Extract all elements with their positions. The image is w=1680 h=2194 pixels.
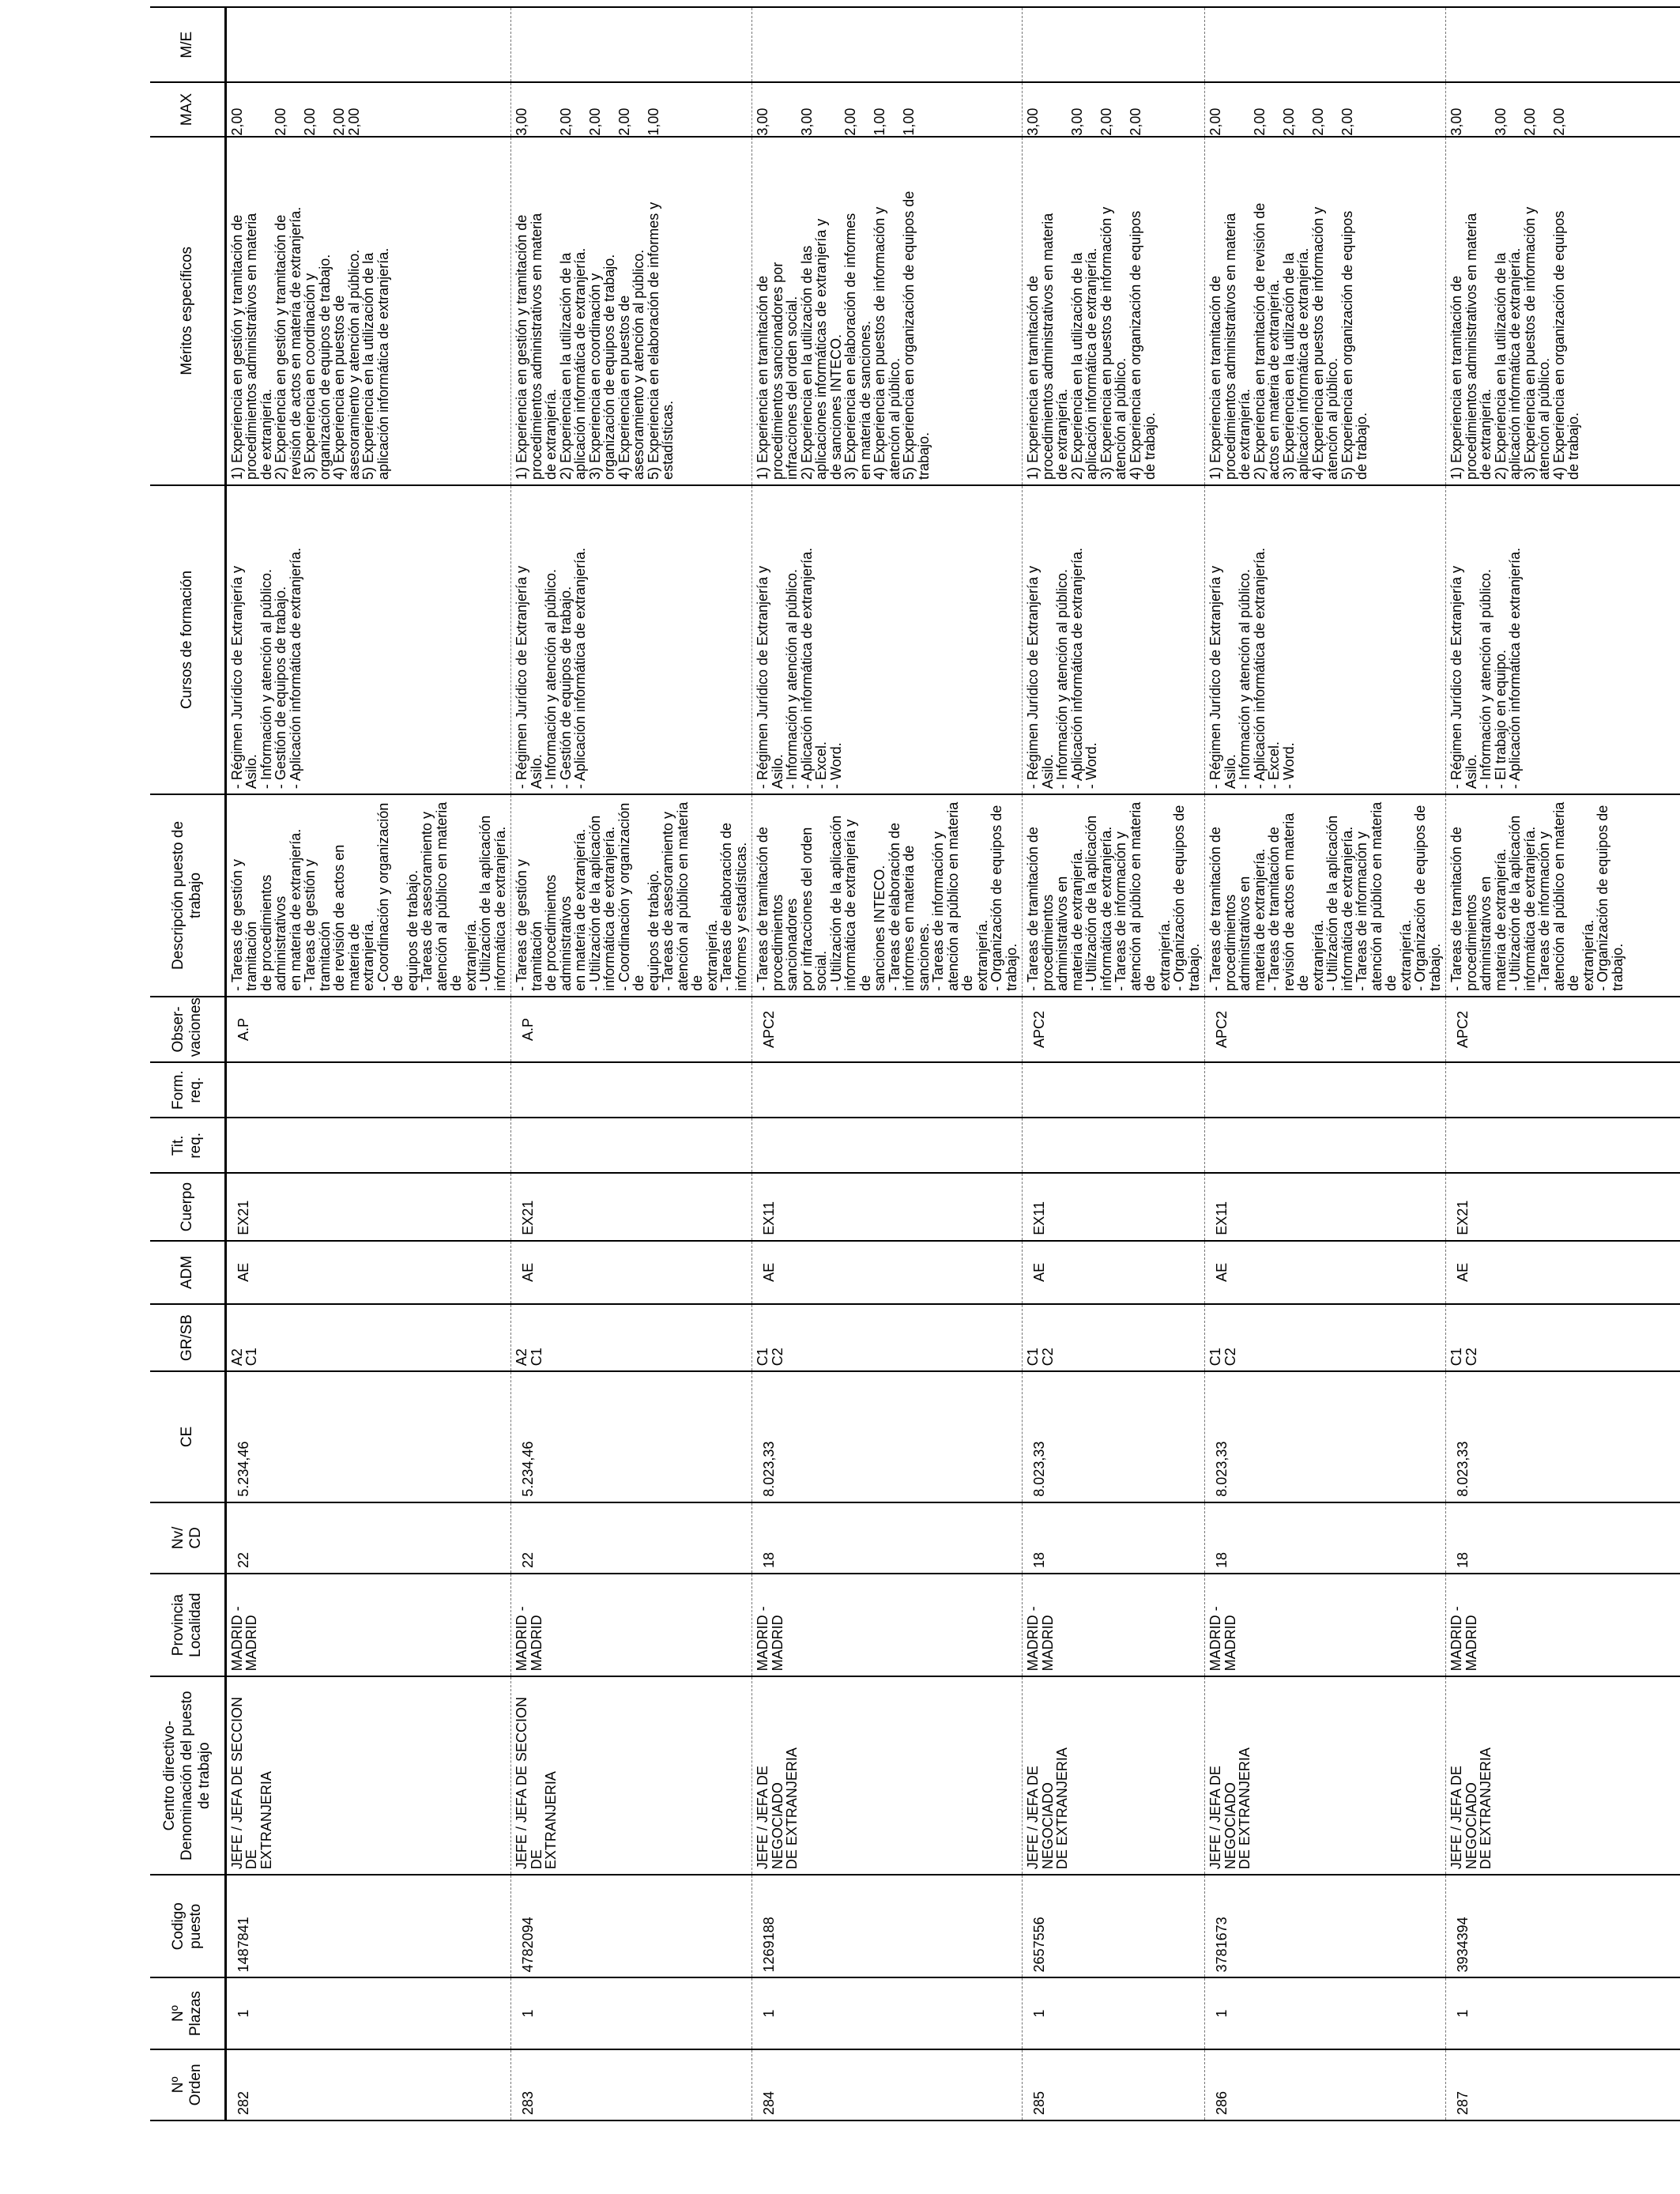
cell-ce: 8.023,33 [1205,1371,1446,1502]
cell-adm: AE [1023,1241,1205,1304]
cell-form [1205,1062,1446,1118]
cell-descripcion: - Tareas de gestión y tramitación de procedimientos administrativos en materia de extranjería. - Utilización de la aplicación informática de extranjería. - Coordinación y organización de equipos de trabajo. - Tareas de asesoramiento y atención al público en materia de extranjería. - Tareas de elaboración de informes y estadísticas. [511,794,752,997]
cell-obs: A.P [511,997,752,1062]
cell-max: 2,00 2,00 2,00 2,00 2,00 [1205,82,1446,136]
table-row [225,7,511,2120]
cell-max: 2,00 2,00 2,00 2,00 2,00 [225,82,511,136]
header-nivel: Nv/ CD [150,1502,225,1574]
cell-orden: 284 [752,2049,1023,2120]
table-row [1205,7,1446,2120]
cell-provincia: MADRID - MADRID [1023,1574,1205,1676]
cell-provincia: MADRID - MADRID [752,1574,1023,1676]
cell-descripcion: - Tareas de tramitación de procedimientos administrativos en materia de extranjería. - Tareas de tramitación de revisión de actos en materia de extranjería. - Utilización de la aplicación informática de extranjería. - Tareas de información y atención al público en materia de extranjería. - Organización de equipos de trabajo. [1205,794,1446,997]
cell-centro: JEFE / JEFA DE NEGOCIADO DE EXTRANJERIA [752,1676,1023,1875]
cell-grsb: C1 C2 [1446,1304,1680,1371]
cell-codigo: 1269188 [752,1875,1023,1977]
cell-codigo: 1487841 [225,1875,511,1977]
cell-tit [1023,1118,1205,1173]
cell-max: 3,00 3,00 2,00 1,00 1,00 [752,82,1023,136]
cell-centro: JEFE / JEFA DE NEGOCIADO DE EXTRANJERIA [1205,1676,1446,1875]
cell-meritos: 1) Experiencia en tramitación de procedimientos administrativos en materia de extranjería. 2) Experiencia en la utilización de la aplicación informática de extranjería. 3) Experiencia en puestos de información y atención al público. 4) Experiencia en organización de equipos de trabajo. [1446,137,1680,485]
cell-cuerpo: EX11 [1023,1173,1205,1240]
cell-cuerpo: EX21 [511,1173,752,1240]
cell-centro: JEFE / JEFA DE NEGOCIADO DE EXTRANJERIA [1023,1676,1205,1875]
cell-meritos: 1) Experiencia en gestión y tramitación de procedimientos administrativos en materia de extranjería. 2) Experiencia en gestión y tramitación de revisión de actos en materia de extranjería. 3) Experiencia en coordinación y organización de equipos de trabajo. 4) Experiencia en puestos de asesoramiento y atención al público. 5) Experiencia en la utilización de la aplicación informática de extranjería. [225,137,511,485]
cell-ce: 8.023,33 [752,1371,1023,1502]
table-row [752,7,1023,2120]
cell-meritos: 1) Experiencia en tramitación de procedimientos administrativos en materia de extranjería. 2) Experiencia en la utilización de la aplicación informática de extranjería. 3) Experiencia en puestos de información y atención al público. 4) Experiencia en organización de equipos de trabajo. [1023,137,1205,485]
cell-form [752,1062,1023,1118]
cell-plazas: 1 [511,1977,752,2049]
cell-nivel: 18 [1023,1502,1205,1574]
header-cursos: Cursos de formación [150,485,225,794]
cell-adm: AE [1205,1241,1446,1304]
cell-cursos: - Régimen Jurídico de Extranjería y Asilo. - Información y atención al público. - Gestión de equipos de trabajo. - Aplicación informática de extranjería. [511,485,752,794]
header-max: MAX [150,82,225,136]
cell-form [1446,1062,1680,1118]
table-row [1446,7,1680,2120]
cell-descripcion: - Tareas de gestión y tramitación de procedimientos administrativos en materia de extranjería. - Tareas de gestión y tramitación de revisión de actos en materia de extranjería. - Coordinación y organización de equipos de trabajo. - Tareas de asesoramiento y atención al público en materia de extranjería. - Utilización de la aplicación informática de extranjería. [225,794,511,997]
cell-centro: JEFE / JEFA DE SECCION DE EXTRANJERIA [225,1676,511,1875]
cell-plazas: 1 [752,1977,1023,2049]
cell-centro: JEFE / JEFA DE SECCION DE EXTRANJERIA [511,1676,752,1875]
cell-nivel: 18 [752,1502,1023,1574]
cell-orden: 285 [1023,2049,1205,2120]
cell-obs: A.P [225,997,511,1062]
cell-ce: 8.023,33 [1446,1371,1680,1502]
cell-meritos: 1) Experiencia en tramitación de procedimientos sancionadores por infracciones del orden social. 2) Experiencia en la utilización de las aplicaciones informáticas de extranjería y de sanciones INTECO. 3) Experiencia en elaboración de informes en materia de sanciones. 4) Experiencia en puestos de información y atención al público. 5) Experiencia en organización de equipos de trabajo. [752,137,1023,485]
cell-form [1023,1062,1205,1118]
header-centro: Centro directivo- Denominación del puesto de trabajo [150,1676,225,1875]
cell-form [511,1062,752,1118]
header-grsb: GR/SB [150,1304,225,1371]
cell-me [225,7,511,82]
cell-provincia: MADRID - MADRID [1205,1574,1446,1676]
cell-codigo: 4782094 [511,1875,752,1977]
header-cuerpo: Cuerpo [150,1173,225,1240]
cell-adm: AE [225,1241,511,1304]
cell-adm: AE [752,1241,1023,1304]
cell-form [225,1062,511,1118]
cell-max: 3,00 3,00 2,00 2,00 [1023,82,1205,136]
cell-obs: APC2 [1023,997,1205,1062]
cell-tit [1205,1118,1446,1173]
cell-orden: 282 [225,2049,511,2120]
cell-obs: APC2 [1205,997,1446,1062]
table-row [1023,7,1205,2120]
header-codigo: Codigo puesto [150,1875,225,1977]
cell-cursos: - Régimen Jurídico de Extranjería y Asilo. - Información y atención al público. - Aplicación informática de extranjería. - Word. [1023,485,1205,794]
rotated-table-container [150,6,1680,2121]
cell-me [1446,7,1680,82]
cell-max: 3,00 3,00 2,00 2,00 [1446,82,1680,136]
table-row [511,7,752,2120]
cell-descripcion: - Tareas de tramitación de procedimientos administrativos en materia de extranjería. - Utilización de la aplicación informática de extranjería. - Tareas de información y atención al público en materia de extranjería. - Organización de equipos de trabajo. [1446,794,1680,997]
cell-cuerpo: EX11 [1205,1173,1446,1240]
cell-nivel: 22 [225,1502,511,1574]
cell-me [1023,7,1205,82]
header-me: M/E [150,7,225,82]
header-meritos: Méritos específicos [150,137,225,485]
cell-orden: 287 [1446,2049,1680,2120]
cell-meritos: 1) Experiencia en gestión y tramitación de procedimientos administrativos en materia de extranjería. 2) Experiencia en la utilización de la aplicación informática de extranjería. 3) Experiencia en coordinación y organización de equipos de trabajo. 4) Experiencia en puestos de asesoramiento y atención al público. 5) Experiencia en elaboración de informes y estadísticas. [511,137,752,485]
cell-plazas: 1 [1446,1977,1680,2049]
cell-codigo: 2657556 [1023,1875,1205,1977]
cell-grsb: A2 C1 [511,1304,752,1371]
cell-orden: 283 [511,2049,752,2120]
header-adm: ADM [150,1241,225,1304]
cell-plazas: 1 [1205,1977,1446,2049]
cell-ce: 8.023,33 [1023,1371,1205,1502]
cell-centro: JEFE / JEFA DE NEGOCIADO DE EXTRANJERIA [1446,1676,1680,1875]
cell-cuerpo: EX11 [752,1173,1023,1240]
cell-tit [225,1118,511,1173]
cell-obs: APC2 [1446,997,1680,1062]
header-descripcion: Descripción puesto de trabajo [150,794,225,997]
cell-nivel: 18 [1446,1502,1680,1574]
cell-grsb: C1 C2 [752,1304,1023,1371]
cell-cursos: - Régimen Jurídico de Extranjería y Asilo. - Información y atención al público. - Aplicación informática de extranjería. - Excel. - Word. [1205,485,1446,794]
cell-orden: 286 [1205,2049,1446,2120]
cell-nivel: 18 [1205,1502,1446,1574]
header-obs: Obser- vaciones [150,997,225,1062]
cell-plazas: 1 [1023,1977,1205,2049]
cell-grsb: C1 C2 [1205,1304,1446,1371]
cell-provincia: MADRID - MADRID [511,1574,752,1676]
header-ce: CE [150,1371,225,1502]
cell-adm: AE [511,1241,752,1304]
cell-grsb: A2 C1 [225,1304,511,1371]
cell-nivel: 22 [511,1502,752,1574]
cell-grsb: C1 C2 [1023,1304,1205,1371]
cell-max: 3,00 2,00 2,00 2,00 1,00 [511,82,752,136]
cell-cursos: - Régimen Jurídico de Extranjería y Asilo. - Información y atención al público. - Gestión de equipos de trabajo. - Aplicación informática de extranjería. [225,485,511,794]
cell-codigo: 3781673 [1205,1875,1446,1977]
cell-cuerpo: EX21 [1446,1173,1680,1240]
header-row [150,7,225,2120]
cell-cursos: - Régimen Jurídico de Extranjería y Asilo. - Información y atención al público. - El trabajo en equipo. - Aplicación informática de extranjería. [1446,485,1680,794]
cell-me [511,7,752,82]
cell-descripcion: - Tareas de tramitación de procedimientos sancionadores por infracciones del orden social. - Utilización de la aplicación informática de extranjería y de sanciones INTECO. - Tareas de elaboración de informes en materia de sanciones. - Tareas de información y atención al público en materia de extranjería. - Organización de equipos de trabajo. [752,794,1023,997]
header-plazas: Nº Plazas [150,1977,225,2049]
header-orden: Nº Orden [150,2049,225,2120]
cell-cursos: - Régimen Jurídico de Extranjería y Asilo. - Información y atención al público. - Aplicación informática de extranjería. - Excel. - Word. [752,485,1023,794]
cell-ce: 5.234,46 [511,1371,752,1502]
cell-provincia: MADRID - MADRID [225,1574,511,1676]
header-provincia: Provincia Localidad [150,1574,225,1676]
cell-tit [1446,1118,1680,1173]
header-form: Form. req. [150,1062,225,1118]
header-tit: Tit. req. [150,1118,225,1173]
cell-tit [752,1118,1023,1173]
cell-ce: 5.234,46 [225,1371,511,1502]
cell-tit [511,1118,752,1173]
cell-provincia: MADRID - MADRID [1446,1574,1680,1676]
job-positions-table [150,6,1680,2121]
cell-obs: APC2 [752,997,1023,1062]
cell-codigo: 3934394 [1446,1875,1680,1977]
cell-me [752,7,1023,82]
cell-descripcion: - Tareas de tramitación de procedimientos administrativos en materia de extranjería. - Utilización de la aplicación informática de extranjería. - Tareas de información y atención al público en materia de extranjería. - Organización de equipos de trabajo. [1023,794,1205,997]
cell-meritos: 1) Experiencia en tramitación de procedimientos administrativos en materia de extranjería. 2) Experiencia en tramitación de revisión de actos en materia de extranjería. 3) Experiencia en la utilización de la aplicación informática de extranjería. 4) Experiencia en puestos de información y atención al público. 5) Experiencia en organización de equipos de trabajo. [1205,137,1446,485]
cell-adm: AE [1446,1241,1680,1304]
cell-plazas: 1 [225,1977,511,2049]
cell-cuerpo: EX21 [225,1173,511,1240]
cell-me [1205,7,1446,82]
